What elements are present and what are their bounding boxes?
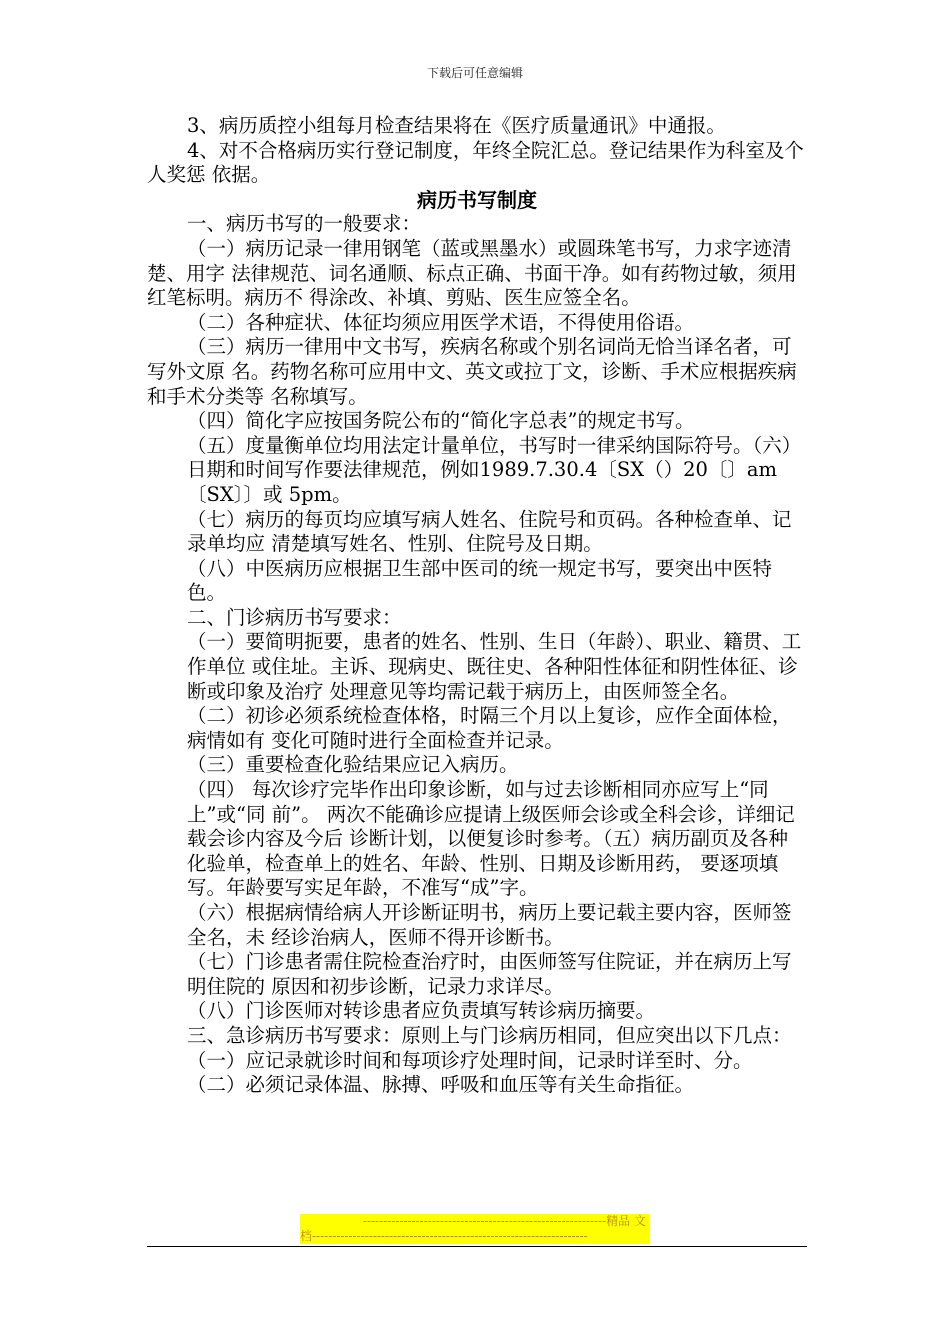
paragraph: （八）门诊医师对转诊患者应负责填写转诊病历摘要。 [187,999,656,1023]
paragraph: 一、病历书写的一般要求： [187,212,422,236]
paragraph: （七）病历的每页均应填写病人姓名、住院号和页码。各种检查单、记录单均应 清楚填写姓名、性别、住院号及日期。 [187,507,792,556]
watermark-line-1: ------------------------------------------------------------精品 文 [300,1214,650,1229]
paragraph: 4、对不合格病历实行登记制度，年终全院汇总。登记结果作为科室及个人奖惩 依据。 [147,138,804,187]
paragraph: （四）简化字应按国务院公布的“简化字总表”的规定书写。 [187,409,695,433]
paragraph: （四） 每次诊疗完毕作出印象诊断，如与过去诊断相同亦应写上“同上”或“同 前”。 两次不能确诊应提请上级医师会诊或全科会诊，详细记载会诊内容及今后 诊断计划，以便复诊时参考。（五）病历副页及各种化验单，检查单上的姓名、年龄、性别、日期及诊断用药， 要逐项填写。年龄要写实足年龄，不准写“成”字。 [187,778,795,900]
paragraph: （五）度量衡单位均用法定计量单位，书写时一律采纳国际符号。（六）日期和时间写作要法律规范，例如1989.7.30.4〔SX（）20〔〕am〔SX〕〕或 5pm。 [187,433,802,506]
paragraph: （一）应记录就诊时间和每项诊疗处理时间，记录时详至时、分。 （二）必须记录体温、脉搏、呼吸和血压等有关生命指征。 [187,1048,753,1097]
paragraph: （二）初诊必须系统检查体格，时隔三个月以上复诊，应作全面体检，病情如有 变化可随时进行全面检查并记录。 [187,704,792,752]
paragraph: （六）根据病情给病人开诊断证明书，病历上要记载主要内容，医师签全名，未 经诊治病人，医师不得开诊断书。 [187,901,792,949]
page-header: 下载后可任意编辑 [426,66,523,80]
paragraph: 3、病历质控小组每月检查结果将在《医疗质量通讯》中通报。 [187,114,726,137]
paragraph: （八）中医病历应根据卫生部中医司的统一规定书写，要突出中医特色。 [187,556,773,605]
paragraph: （一）要简明扼要，患者的姓名、性别、生日（年龄）、职业、籍贯、工作单位 或住址。主诉、现病史、既往史、各种阳性体征和阴性体征、诊断或印象及治疗 处理意见等均需记载于病历上，由医师签全名。 [187,630,802,703]
paragraph: （七）门诊患者需住院检查治疗时，由医师签写住院证，并在病历上写明住院的 原因和初步诊断，记录力求详尽。 [187,950,792,998]
paragraph: （二）各种症状、体征均须应用医学术语，不得使用俗语。 [187,310,695,334]
paragraph: （三）病历一律用中文书写，疾病名称或个别名词尚无恰当译名者，可写外文原 名。药物名称可应用中文、英文或拉丁文，诊断、手术应根据疾病和手术分类等 名称填写。 [147,335,797,408]
section-title: 病历书写制度 [417,187,537,212]
footer-divider [147,1246,807,1247]
watermark-line-2: 档-------------------------------------------------------------------- [300,1229,650,1244]
paragraph: 二、门诊病历书写要求： [187,605,402,629]
paragraph: （三）重要检查化验结果应记入病历。 [187,753,519,777]
document-body [147,114,807,1098]
paragraph: （一）病历记录一律用钢笔（蓝或黑墨水）或圆珠笔书写，力求字迹清楚、用字 法律规范、词名通顺、标点正确、书面干净。如有药物过敏，须用红笔标明。病历不 得涂改、补填、剪贴、医生应签全名。 [147,236,797,310]
paragraph: 三、急诊病历书写要求：原则上与门诊病历相同，但应突出以下几点： [187,1023,792,1047]
